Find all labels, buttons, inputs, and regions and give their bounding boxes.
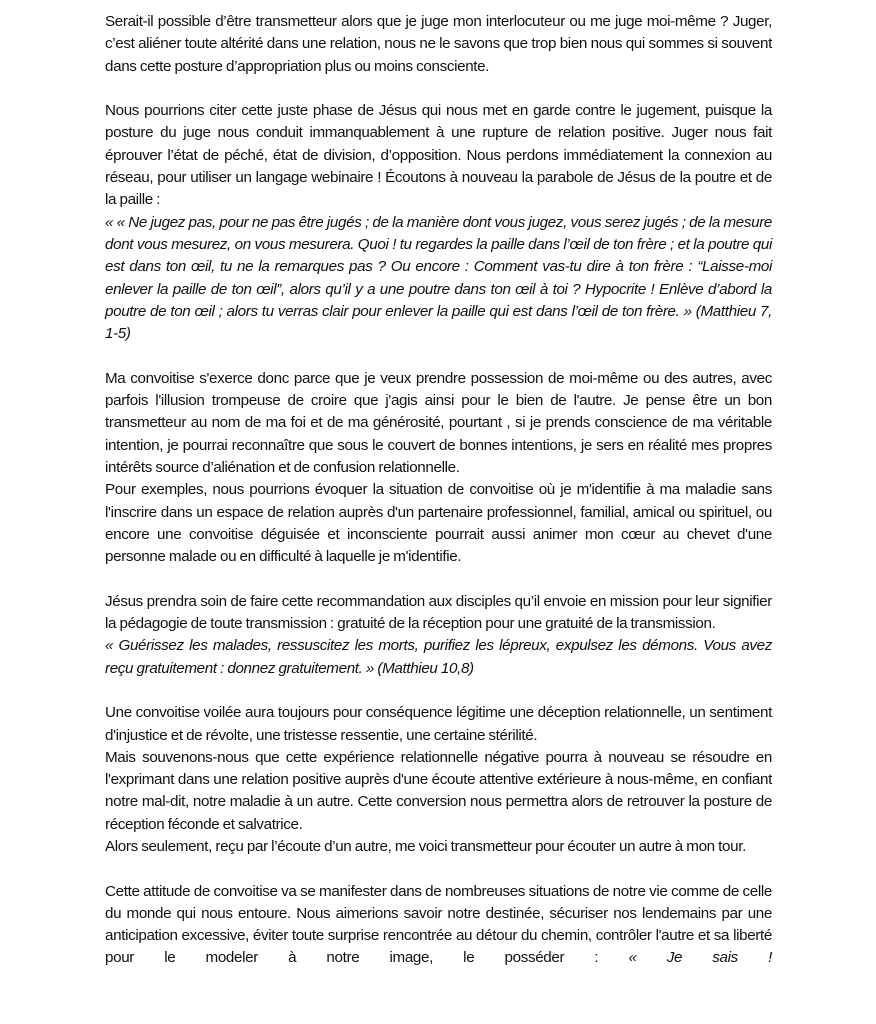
paragraph-attitude — [105, 881, 772, 970]
paragraph-judgement-intro: Serait-il possible d’être transmetteur alors que je juge mon interlocuteur ou me juge moi-même ? Juger, c’est aliéner toute altérité dans une relation, nous ne le savons que trop bien nous qui sommes si souvent dans cette posture d’appropriation plus ou moins consciente. — [105, 13, 772, 75]
document-page — [105, 11, 772, 970]
paragraph-recommendation: Jésus prendra soin de faire cette recommandation aux disciples qu’il envoie en mission pour leur signifier la pédagogie de toute transmission : gratuité de la réception pour une gratuité de la transmission. — [105, 592, 772, 633]
quote-matthieu-10: « Guérissez les malades, ressuscitez les morts, purifiez les lépreux, expulsez les démons. Vous avez reçu gratuitement : donnez gratuitement. » (Matthieu 10,8) — [105, 637, 772, 677]
paragraph-attitude-text: Cette attitude de convoitise va se manifester dans de nombreuses situations de notre vie comme de celle du monde qui nous entoure. Nous aimerions savoir notre destinée, sécuriser nos lendemains par une anticipation excessive, éviter toute surprise rencontrée au détour du chemin, contrôler l'autre et sa liberté pour le modeler à notre image, le posséder : — [105, 882, 772, 967]
paragraph-remember: Mais souvenons-nous que cette expérience relationnelle négative pourra à nouveau se résoudre en l'exprimant dans une relation positive auprès d'une écoute attentive extérieure à nous-même, en confiant notre mal-dit, notre maladie à un autre. Cette conversion nous permettra alors de retrouver la posture de réception féconde et salvatrice. — [105, 748, 772, 833]
paragraph-jesus-warning: Nous pourrions citer cette juste phase de Jésus qui nous met en garde contre le jugement, puisque la posture du juge nous conduit immanquablement à une rupture de relation positive. Juger nous fait éprouver l’état de péché, état de division, d’opposition. Nous perdons immédiatement la connexion au réseau, pour utiliser un langage webinaire ! Écoutons à nouveau la parabole de Jésus de la poutre et de la paille : — [105, 102, 772, 209]
paragraph-veiled-covetousness: Une convoitise voilée aura toujours pour conséquence légitime une déception relationnelle, un sentiment d'injustice et de révolte, une tristesse ressentie, une certaine stérilité. — [105, 704, 772, 744]
quote-matthieu-7: « « Ne jugez pas, pour ne pas être jugés ; de la manière dont vous jugez, vous serez jugés ; de la mesure dont vous mesurez, on vous mesurera. Quoi ! tu regardes la paille dans l’œil de ton frère ; et la poutre qui est dans ton œil, tu ne la remarques pas ? Ou encore : Comment vas-tu dire à ton frère : “Laisse-moi enlever la paille de ton œil”, alors qu’il y a une poutre dans ton œil à toi ? Hypocrite ! Enlève d’abord la poutre de ton œil ; alors tu verras clair pour enlever la paille qui est dans l’œil de ton frère. » (Matthieu 7, 1-5) — [105, 213, 772, 343]
paragraph-alors-seulement: Alors seulement, reçu par l’écoute d’un autre, me voici transmetteur pour écouter un autre à mon tour. — [105, 837, 746, 855]
paragraph-attitude-italic-tail: « Je sais ! — [628, 949, 772, 967]
paragraph-examples: Pour exemples, nous pourrions évoquer la situation de convoitise où je m'identifie à ma maladie sans l'inscrire dans un espace de relation auprès d'un partenaire professionnel, familial, amical ou spirituel, ou encore une convoitise déguisée et inconsciente pourrait aussi animer mon cœur au chevet d'une personne malade ou en difficulté à laquelle je m'identifie. — [105, 481, 772, 566]
paragraph-convoitise: Ma convoitise s'exerce donc parce que je veux prendre possession de moi-même ou des autres, avec parfois l'illusion trompeuse de croire que j'agis ainsi pour le bien de l'autre. Je pense être un bon transmetteur au nom de ma foi et de ma générosité, pourtant , si je prends conscience de ma véritable intention, je pourrai reconnaître que sous le couvert de bonnes intentions, je sers en réalité mes propres intérêts source d’aliénation et de confusion relationnelle. — [105, 369, 772, 476]
